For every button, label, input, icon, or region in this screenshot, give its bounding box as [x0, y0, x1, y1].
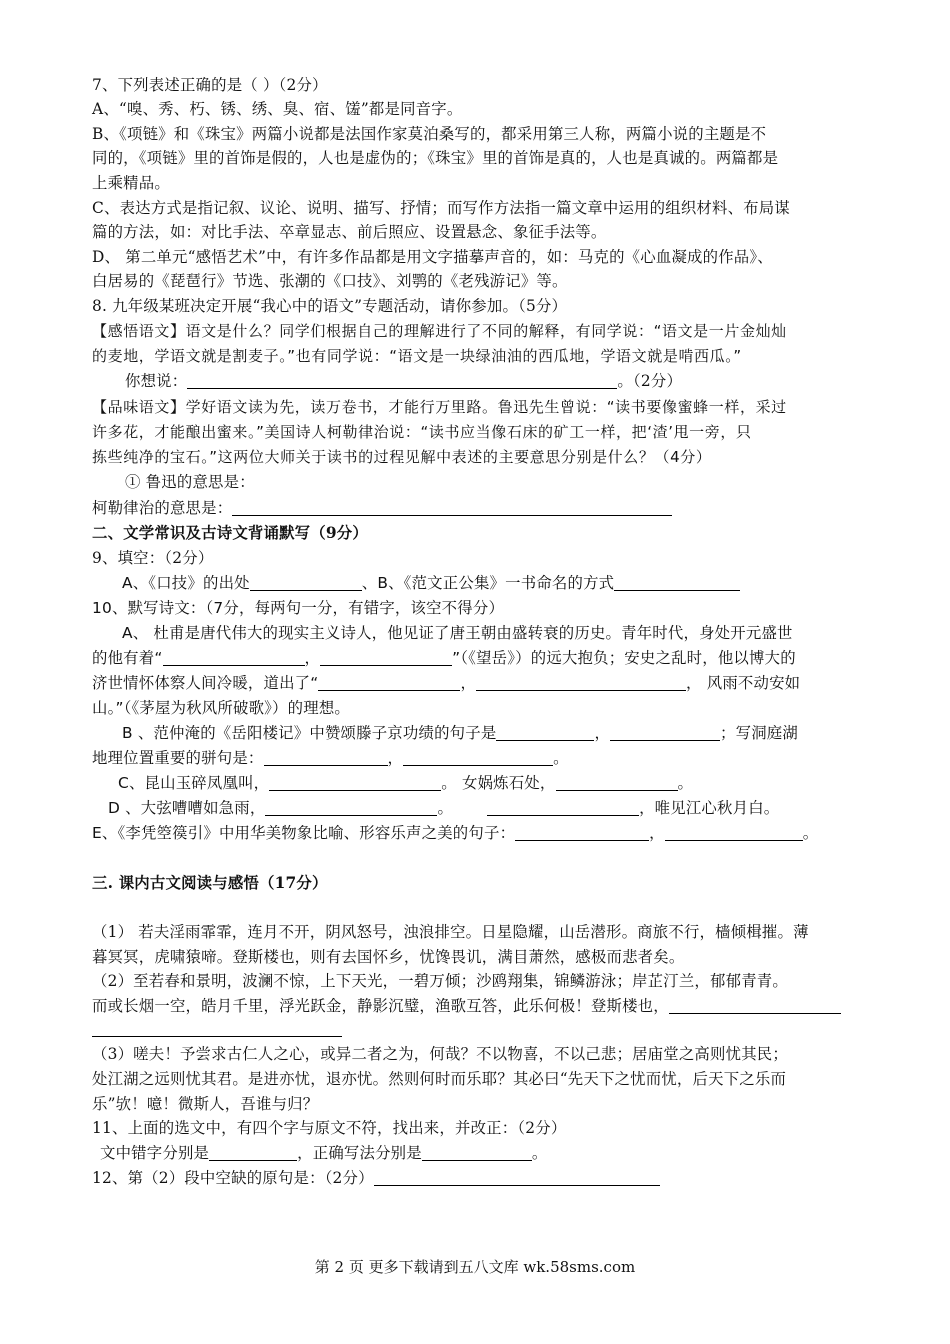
- q12-blank[interactable]: [374, 1169, 660, 1186]
- q7-option-c-line1: C、表达方式是指记叙、议论、说明、描写、抒情；而写作方法指一篇文章中运用的组织材料、布局谋: [92, 199, 790, 217]
- q10-a2-text: 的他有着“: [92, 649, 163, 667]
- q10-a2-comma: ，: [304, 649, 321, 667]
- q9-fill: [122, 572, 740, 594]
- q7-option-c-line2: 篇的方法，如：对比手法、卒章显志、前后照应、设置悬念、象征手法等。: [92, 223, 607, 241]
- passage-p3-line1: （3）嗟夫！予尝求古仁人之心，或异二者之为，何哉？不以物喜，不以己悲；居庙堂之高则忧其民；: [92, 1045, 788, 1063]
- q9-b-label: 、B、《范文正公集》一书命名的方式: [361, 574, 615, 592]
- q8-you-say: [125, 370, 682, 392]
- q10-d-line: [108, 797, 779, 819]
- q8-you-say-tail: 。（2分）: [617, 372, 683, 390]
- q10-c-line: [118, 772, 693, 794]
- q8-coleridge-blank[interactable]: [232, 499, 672, 516]
- q7-option-b-line1: B、《项链》和《珠宝》两篇小说都是法国作家莫泊桑写的，都采用第三人称，两篇小说的主题是不: [92, 125, 767, 143]
- q10-c-mid: 。 女娲炼石处，: [441, 774, 556, 792]
- q7-option-b-line3: 上乘精品。: [92, 174, 170, 192]
- page-footer: 第 2 页 更多下载请到五八文库 wk.58sms.com: [314, 1258, 636, 1276]
- section3-title: 三. 课内古文阅读与感悟（17分）: [92, 874, 328, 892]
- q9-a-blank[interactable]: [250, 574, 362, 591]
- passage-p3-line3: 乐”欤！噫！微斯人，吾谁与归？: [92, 1095, 319, 1113]
- q10-e-tail: 。: [802, 824, 819, 842]
- q10-b2-text: 地理位置重要的骈句是：: [92, 749, 264, 767]
- passage-p3-line2: 处江湖之远则忧其君。是进亦忧，退亦忧。然则何时而乐耶？其必曰“先天下之忧而忧，后天下之乐而: [92, 1070, 787, 1088]
- q8-taste-line3: 拣些纯净的宝石。”这两位大师关于读书的过程见解中表述的主要意思分别是什么？（4分）: [92, 448, 712, 466]
- q10-a2-blank1[interactable]: [163, 649, 305, 666]
- q10-b1-blank2[interactable]: [610, 724, 720, 741]
- q10-e-blank1[interactable]: [515, 824, 649, 841]
- q10-b2-tail: 。: [553, 749, 569, 767]
- q11-correct-label: ，正确写法分别是: [297, 1144, 422, 1162]
- q10-c-text: C、昆山玉碎凤凰叫，: [118, 774, 270, 792]
- q10-d-blank1[interactable]: [265, 799, 437, 816]
- q11-correct-blank[interactable]: [422, 1144, 532, 1161]
- q11-stem: 11、上面的选文中，有四个字与原文不符，找出来，并改正：（2分）: [92, 1119, 567, 1137]
- q10-b1-comma: ，: [594, 724, 611, 742]
- q10-d-tail: ，唯见江心秋月白。: [639, 799, 780, 817]
- q12-stem: 12、第（2）段中空缺的原句是：（2分）: [92, 1169, 374, 1187]
- q9-b-blank[interactable]: [614, 574, 740, 591]
- q8-taste-line2: 许多花，才能酿出蜜来。”美国诗人柯勒律治说：“读书应当像石床的矿工一样，把‘渣’甩一旁，只: [92, 423, 752, 441]
- q7-stem: 7、下列表述正确的是（ ）（2分）: [92, 76, 328, 94]
- passage-p1-line1: （1） 若夫淫雨霏霏，连月不开，阴风怒号，浊浪排空。日星隐耀，山岳潜形。商旅不行，樯倾楫摧。薄: [92, 923, 809, 941]
- q10-b1-text: B 、范仲淹的《岳阳楼记》中赞颂滕子京功绩的句子是: [122, 724, 497, 742]
- q8-feel-line2: 的麦地，学语文就是割麦子。”也有同学说：“语文是一块绿油油的西瓜地，学语文就是啃西瓜。”: [92, 347, 742, 365]
- q10-b2-blank1[interactable]: [264, 749, 388, 766]
- q12-line: [92, 1167, 660, 1189]
- q8-feel-line1: 【感悟语文】语文是什么？同学们根据自己的理解进行了不同的解释，有同学说：“语文是一片金灿灿: [92, 322, 787, 340]
- q10-a3-tail: ， 风雨不动安如: [686, 674, 801, 692]
- passage-p2-line2: [92, 995, 841, 1017]
- passage-p2-text: 而或长烟一空，皓月千里，浮光跃金，静影沉璧，渔歌互答，此乐何极！登斯楼也，: [92, 997, 669, 1015]
- q10-c-blank1[interactable]: [269, 774, 441, 791]
- q10-a3-blank2[interactable]: [476, 674, 686, 691]
- q10-d-blank2[interactable]: [487, 799, 639, 816]
- q8-you-say-blank[interactable]: [187, 372, 617, 389]
- q7-option-d-line1: D、 第二单元“感悟艺术”中，有许多作品都是用文字描摹声音的，如：马克的《心血凝成的作品》、: [92, 248, 773, 266]
- q10-a-line4: 山。”（《茅屋为秋风所破歌》）的理想。: [92, 699, 351, 717]
- q10-b-line1: [122, 722, 798, 744]
- q10-a3-text: 济世情怀体察人间冷暖，道出了“: [92, 674, 319, 692]
- q10-e-line: [92, 822, 818, 844]
- q10-e-blank2[interactable]: [665, 824, 803, 841]
- q11-period: 。: [531, 1144, 548, 1162]
- q10-b1-blank1[interactable]: [496, 724, 594, 741]
- q8-you-say-label: 你想说：: [125, 372, 188, 390]
- q11-wrong-label: 文中错字分别是: [100, 1144, 210, 1162]
- q8-stem: 8. 九年级某班决定开展“我心中的语文”专题活动，请你参加。（5分）: [92, 297, 568, 315]
- passage-p1-line2: 暮冥冥，虎啸猿啼。登斯楼也，则有去国怀乡，忧馋畏讥，满目萧然，感极而悲者矣。: [92, 948, 685, 966]
- q10-a-line3: [92, 672, 800, 694]
- q10-a2-tail: ”（《望岳》）的远大抱负；安史之乱时，他以博大的: [452, 649, 796, 667]
- q7-option-b-line2: 同的，《项链》里的首饰是假的，人也是虚伪的；《珠宝》里的首饰是真的，人也是真诚的。两篇都是: [92, 149, 779, 167]
- q9-stem: 9、填空：（2分）: [92, 549, 214, 567]
- q10-c-tail: 。: [677, 774, 694, 792]
- q10-c-blank2[interactable]: [556, 774, 678, 791]
- q10-b2-blank2[interactable]: [403, 749, 553, 766]
- q10-b2-comma: ，: [387, 749, 404, 767]
- q11-wrong-blank[interactable]: [209, 1144, 297, 1161]
- q11-answer: [100, 1142, 547, 1164]
- q10-b1-tail: ；写洞庭湖: [720, 724, 798, 742]
- q10-d-text: D 、大弦嘈嘈如急雨，: [108, 799, 266, 817]
- q8-coleridge-label: 柯勒律治的意思是：: [92, 499, 233, 517]
- passage-p2-line1: （2）至若春和景明，波澜不惊，上下天光，一碧万倾；沙鸥翔集，锦鳞游泳；岸芷汀兰，郁郁青青。: [92, 972, 788, 990]
- q9-a-label: A、《口技》的出处: [122, 574, 250, 592]
- q10-a-line1: A、 杜甫是唐代伟大的现实主义诗人，他见证了唐王朝由盛转衰的历史。青年时代，身处开元盛世: [122, 624, 793, 642]
- passage-p2-continuation-rule: [92, 1036, 342, 1037]
- passage-p2-blank[interactable]: [669, 997, 841, 1014]
- section2-title: 二、文学常识及古诗文背诵默写（9分）: [92, 524, 368, 542]
- q10-stem: 10、默写诗文：（7分，每两句一分，有错字，该空不得分）: [92, 599, 505, 617]
- q7-option-a: A、“嗅、秀、朽、锈、绣、臭、宿、馐”都是同音字。: [92, 100, 463, 118]
- q10-d-period: 。: [437, 799, 454, 817]
- q8-luxun: ① 鲁迅的意思是：: [125, 473, 255, 491]
- q10-a-line2: [92, 647, 796, 669]
- q7-option-d-line2: 白居易的《琵琶行》节选、张潮的《口技》、刘鹗的《老残游记》等。: [92, 272, 568, 290]
- q10-e-comma: ，: [649, 824, 665, 842]
- q10-a3-blank1[interactable]: [318, 674, 460, 691]
- q8-coleridge: [92, 497, 672, 519]
- q10-b-line2: [92, 747, 569, 769]
- q8-taste-line1: 【品味语文】学好语文读为先，读万卷书，才能行万里路。鲁迅先生曾说：“读书要像蜜蜂一样，采过: [92, 398, 787, 416]
- q10-a3-comma: ，: [460, 674, 477, 692]
- q10-e-text: E、《李凭箜篌引》中用华美物象比喻、形容乐声之美的句子：: [92, 824, 516, 842]
- q10-a2-blank2[interactable]: [320, 649, 452, 666]
